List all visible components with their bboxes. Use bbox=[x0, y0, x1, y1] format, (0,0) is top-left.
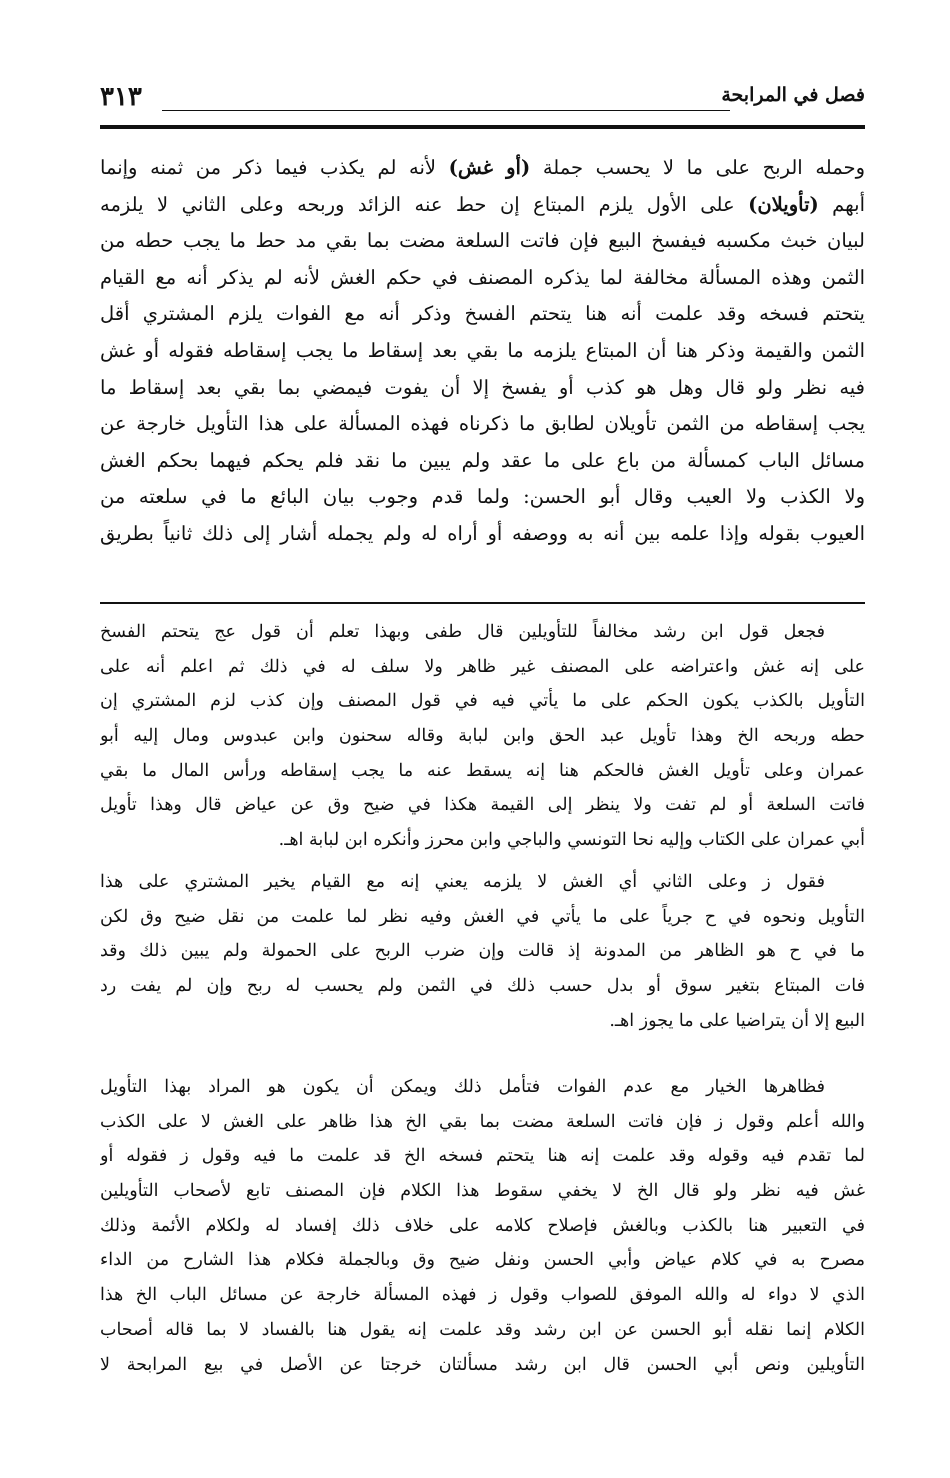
text-line bbox=[100, 187, 865, 224]
footnote-line: حطه وربحه الخ وهذا تأويل عبد الحق وابن لبابة وقاله سحنون وابن عبدوس ومال إليه أبو bbox=[100, 726, 865, 747]
bold-term: (أو غش) bbox=[448, 156, 531, 179]
footnote-paragraph bbox=[100, 1070, 865, 1382]
footnote-line: فقول ز وعلى الثاني أي الغش لا يلزمه يعني إنه مع القيام يخير المشتري على هذا bbox=[100, 872, 825, 892]
text-line bbox=[100, 296, 865, 333]
text-line bbox=[100, 333, 865, 370]
text-segment: وحمله الربح على ما لا يحسب جملة bbox=[530, 156, 865, 179]
footnote-separator bbox=[100, 602, 865, 604]
footnote-line: غش فيه نظر ولو قال الخ لا يخفي سقوط هذا الكلام فإن المصنف تابع لأصحاب التأويلين bbox=[100, 1181, 865, 1202]
running-title: فصل في المرابحة bbox=[721, 84, 865, 106]
footnote-line: فجعل قول ابن رشد مخالفاً للتأويلين قال طفى وبهذا تعلم أن قول عج يتحتم الفسخ bbox=[100, 622, 825, 642]
footnote-line: فظاهرها الخيار مع عدم الفوات فتأمل ذلك ويمكن أن يكون هو المراد بهذا التأويل bbox=[100, 1077, 825, 1097]
footnote-line: أبي عمران على الكتاب وإليه نحا التونسي والباجي وابن محرز وأنكره ابن لبابة اهـ. bbox=[278, 830, 865, 851]
footnote-line: في التعبير هنا بالكذب وبالغش فإصلاح كلامه على خلاف ذلك إفساد له ولكلام الأئمة وذلك bbox=[100, 1215, 865, 1236]
footnote-line: لما تقدم فيه وقوله وقد علمت إنه هنا يتحتم فسخه الخ قد علمت ما فيه وقول ز فقوله أو bbox=[100, 1146, 865, 1167]
text-line bbox=[100, 443, 865, 480]
text-segment: العيوب بقوله وإذا علمه بين أنه به ووصفه أو أراه له ولم يجمله أشار إلى ذلك ثانياً بطريق bbox=[100, 521, 865, 545]
text-segment: على الأول يلزم المبتاع إن حط عنه الزائد وربحه وعلى الثاني لا يلزمه bbox=[100, 192, 749, 216]
text-segment: لبيان خبث مكسبه فيفسخ البيع فإن فاتت السلعة مضت بما بقي مد حط ما يجب حطه من bbox=[100, 229, 865, 253]
footnote-line: على إنه غش واعتراضه على المصنف غير ظاهر ولا سلف له في ذلك ثم اعلم أنه على bbox=[100, 656, 865, 677]
text-line bbox=[100, 223, 865, 260]
text-line bbox=[100, 406, 865, 443]
footnote-line: التأويل بالكذب يكون الحكم على ما يأتي فيه في قول المصنف وإن كذب لزم المشتري إن bbox=[100, 691, 865, 712]
text-segment: ولا الكذب ولا العيب وقال أبو الحسن: ولما قدم وجوب بيان البائع ما في سلعته من bbox=[100, 485, 865, 509]
page-header bbox=[100, 82, 865, 116]
footnote-line: الكلام إنما نقله أبو الحسن عن ابن رشد وقد علمت إنه يقول هنا بالفساد لا بما قاله أصحاب bbox=[100, 1319, 865, 1340]
footnote-line: عمران وعلى تأويل الغش فالحكم هنا إنه يسقط عنه ما يجب إسقاطه ورأس المال ما بقي bbox=[100, 760, 865, 781]
header-rule bbox=[100, 125, 865, 129]
text-segment: يجب إسقاطه من الثمن تأويلان لطابق ما ذكرناه فهذه المسألة على هذا التأويل خارجة عن bbox=[100, 412, 865, 436]
footnote-line: فات المبتاع بتغير سوق أو بدل حسب ذلك في الثمن ولم يحسب له ربح وإن لم يفت رد bbox=[100, 976, 865, 997]
footnote-line: الذي لا دواء له والله الموفق للصواب وقول ز فهذه المسألة خارجة عن مسائل الباب الخ هذا bbox=[100, 1285, 865, 1306]
footnote-line: مصرح به في كلام عياض وأبي الحسن ونفل ضيح وق وبالجملة فكلام هذا الشارح من الداء bbox=[100, 1250, 865, 1271]
text-segment: فيه نظر ولو قال وهل هو كذب أو يفسخ إلا أن يفوت فيمضي بما بقي بعد إسقاط ما bbox=[100, 375, 865, 399]
footnote-line: ما في ح هو الظاهر من المدونة إذ قالت وإن ضرب الربح على الحمولة ولم يبين ذلك وقد bbox=[100, 941, 865, 962]
text-segment: الثمن وهذه المسألة مخالفة لما يذكره المصنف في حكم الغش لأنه لم يذكر أنه مع القيام bbox=[100, 265, 865, 289]
text-segment: يتحتم فسخه وقد علمت أنه هنا يتحتم الفسخ وذكر أنه مع الفوات يلزم المشتري أقل bbox=[100, 302, 865, 326]
footnote-line: البيع إلا أن يتراضيا على ما يجوز اهـ. bbox=[609, 1010, 865, 1031]
page-number: ٣١٣ bbox=[100, 82, 142, 112]
text-segment: أبهم bbox=[818, 192, 865, 216]
bold-term: (تأويلان) bbox=[748, 192, 819, 216]
footnote-line: فاتت السلعة أو لم تفت ولا ينظر إلى القيمة هكذا في ضيح وق عن عياض قال وهذا تأويل bbox=[100, 795, 865, 816]
text-line bbox=[100, 370, 865, 407]
text-line bbox=[100, 479, 865, 516]
text-line bbox=[100, 260, 865, 297]
footnote-line: التأويلين ونص أبي الحسن قال ابن رشد مسألتان خرجتا عن الأصل في بيع المرابحة لا bbox=[100, 1354, 865, 1375]
main-text bbox=[100, 150, 865, 553]
text-line bbox=[100, 516, 865, 553]
footnote-paragraph bbox=[100, 865, 865, 1038]
text-line bbox=[100, 150, 865, 187]
footnote-paragraph bbox=[100, 615, 865, 858]
text-segment: مسائل الباب كمسألة من باع على ما عقد ولم يبين ما نقد فلم يحكم فيهما بحكم الغش bbox=[100, 448, 865, 472]
text-segment: الثمن والقيمة وذكر هنا أن المبتاع يلزمه ما بقي بعد إسقاط ما يجب إسقاطه فقوله أو غش bbox=[100, 338, 865, 362]
header-divider bbox=[162, 110, 730, 111]
footnote-line: التأويل ونحوه في ح جرياً على ما يأتي في الغش وفيه نظر لما علمت من نقل ضيح وق لكن bbox=[100, 906, 865, 927]
footnote-line: والله أعلم وقول ز فإن فاتت السلعة مضت بما بقي الخ هذا ظاهر على الغش لا على الكذب bbox=[100, 1111, 865, 1132]
text-segment: لأنه لم يكذب فيما ذكر من ثمنه وإنما bbox=[100, 156, 449, 179]
